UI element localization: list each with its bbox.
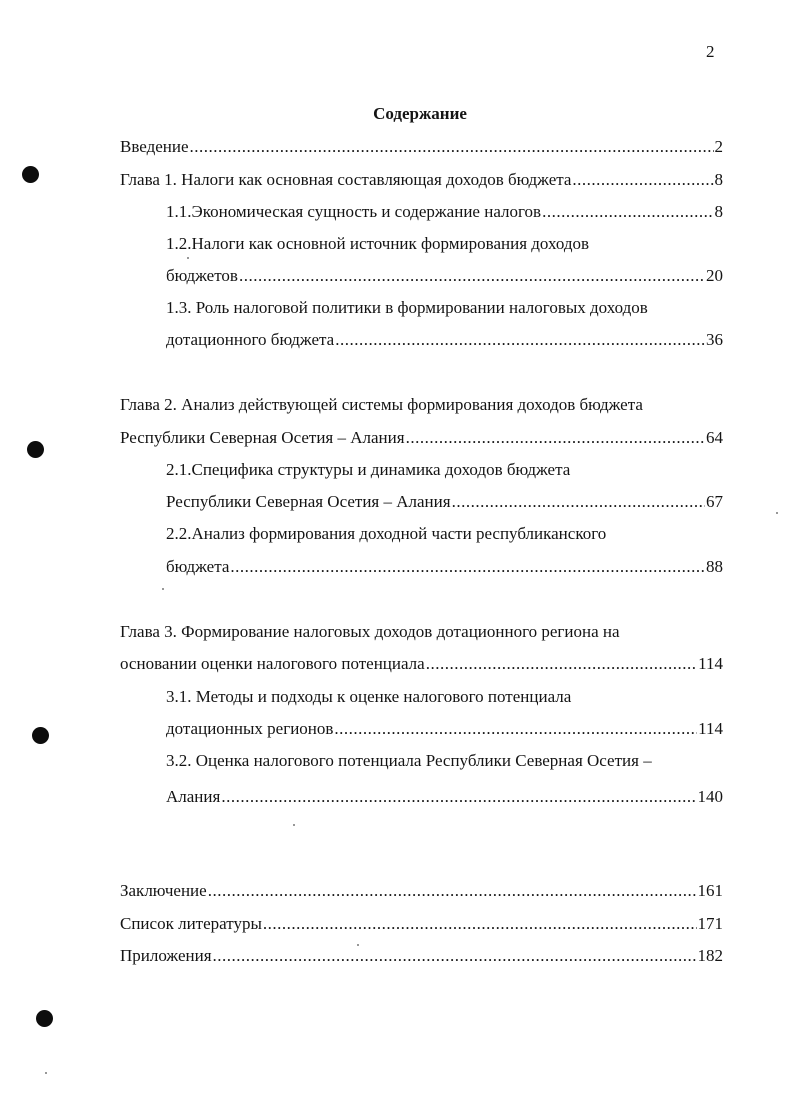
scan-speck — [357, 944, 359, 946]
toc-entry-label: Заключение — [120, 881, 207, 900]
toc-entry-section-2-2-line1[interactable]: 2.2.Анализ формирования доходной части республиканского — [166, 524, 607, 543]
toc-entry-label: Введение — [120, 137, 189, 156]
toc-entry-chapter-2[interactable] — [120, 427, 723, 449]
toc-entry-section-1-3-line1[interactable]: 1.3. Роль налоговой политики в формировании налоговых доходов — [166, 298, 648, 317]
binder-hole-mark — [32, 727, 49, 744]
toc-title: Содержание — [373, 104, 467, 123]
toc-entry-chapter-3[interactable] — [120, 653, 723, 675]
toc-entry-page: 36 — [706, 330, 723, 349]
page-number: 2 — [706, 42, 715, 61]
toc-entry-section-2-2[interactable] — [166, 556, 723, 578]
toc-entry-chapter-3-line1[interactable]: Глава 3. Формирование налоговых доходов дотационного региона на — [120, 622, 620, 641]
toc-entry-references[interactable] — [120, 913, 723, 935]
dot-leader — [221, 786, 696, 808]
toc-entry-label: 1.1.Экономическая сущность и содержание налогов — [166, 202, 542, 221]
toc-entry-page: 88 — [706, 557, 723, 576]
dot-leader — [426, 653, 697, 675]
toc-entry-chapter-1[interactable] — [120, 169, 723, 191]
toc-entry-label: бюджета — [166, 557, 230, 576]
toc-entry-section-1-1[interactable] — [166, 201, 723, 223]
toc-entry-page: 161 — [697, 881, 723, 900]
toc-entry-page: 114 — [698, 719, 723, 738]
toc-entry-page: 8 — [714, 202, 723, 221]
toc-entry-page: 67 — [706, 492, 723, 511]
toc-entry-section-2-1[interactable] — [166, 491, 723, 513]
scan-speck — [187, 257, 189, 259]
toc-entry-chapter-2-line1[interactable]: Глава 2. Анализ действующей системы формирования доходов бюджета — [120, 395, 643, 414]
binder-hole-mark — [22, 166, 39, 183]
toc-entry-section-3-1[interactable] — [166, 718, 723, 740]
toc-entry-intro[interactable] — [120, 136, 723, 158]
toc-entry-label: Список литературы — [120, 914, 262, 933]
toc-entry-page: 182 — [697, 946, 723, 965]
toc-entry-section-1-3[interactable] — [166, 329, 723, 351]
toc-entry-label: бюджетов — [166, 266, 238, 285]
dot-leader — [239, 265, 705, 287]
toc-entry-label: дотационных регионов — [166, 719, 334, 738]
toc-entry-section-1-2[interactable] — [166, 265, 723, 287]
toc-entry-section-1-2-line1[interactable]: 1.2.Налоги как основной источник формирования доходов — [166, 234, 590, 253]
toc-entry-section-3-1-line1[interactable]: 3.1. Методы и подходы к оценке налогового потенциала — [166, 687, 572, 706]
toc-entry-section-3-2[interactable] — [166, 786, 723, 808]
toc-entry-page: 171 — [697, 914, 723, 933]
toc-entry-appendices[interactable] — [120, 945, 723, 967]
dot-leader — [263, 913, 697, 935]
scan-speck — [293, 824, 295, 826]
binder-hole-mark — [27, 441, 44, 458]
toc-entry-page: 2 — [714, 137, 723, 156]
dot-leader — [190, 136, 714, 158]
toc-entry-label: Республики Северная Осетия – Алания — [166, 492, 451, 511]
toc-entry-page: 140 — [697, 787, 723, 806]
toc-entry-page: 114 — [698, 654, 723, 673]
toc-entry-page: 8 — [714, 170, 723, 189]
toc-entry-label: Алания — [166, 787, 221, 806]
scan-speck — [776, 512, 778, 514]
toc-entry-label: Глава 1. Налоги как основная составляющая доходов бюджета — [120, 170, 572, 189]
dot-leader — [452, 491, 705, 513]
scan-speck — [45, 1072, 47, 1074]
toc-entry-section-2-1-line1[interactable]: 2.1.Специфика структуры и динамика доходов бюджета — [166, 460, 571, 479]
toc-entry-label: дотационного бюджета — [166, 330, 335, 349]
dot-leader — [335, 329, 705, 351]
dot-leader — [572, 169, 713, 191]
toc-entry-label: Республики Северная Осетия – Алания — [120, 428, 405, 447]
toc-entry-label: Приложения — [120, 946, 212, 965]
toc-entry-conclusion[interactable] — [120, 880, 723, 902]
dot-leader — [542, 201, 713, 223]
dot-leader — [406, 427, 705, 449]
toc-entry-page: 64 — [706, 428, 723, 447]
binder-hole-mark — [36, 1010, 53, 1027]
scan-speck — [162, 588, 164, 590]
toc-entry-section-3-2-line1[interactable]: 3.2. Оценка налогового потенциала Республики Северная Осетия – — [166, 751, 652, 770]
toc-entry-page: 20 — [706, 266, 723, 285]
dot-leader — [213, 945, 697, 967]
dot-leader — [230, 556, 705, 578]
dot-leader — [208, 880, 697, 902]
toc-entry-label: основании оценки налогового потенциала — [120, 654, 425, 673]
dot-leader — [334, 718, 697, 740]
